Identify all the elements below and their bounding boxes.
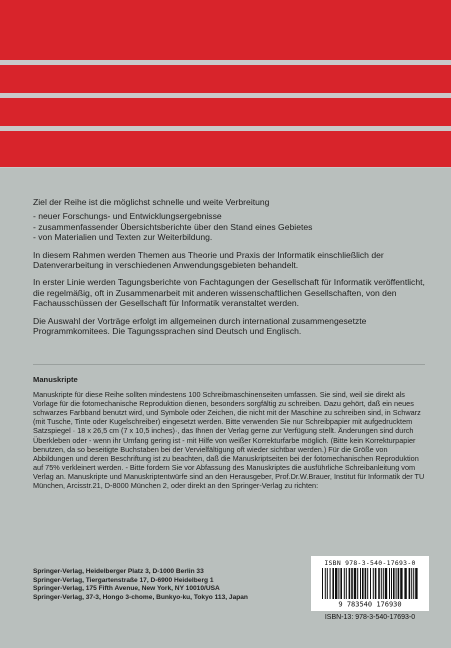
list-item: - zusammenfassender Übersichtsberichte über den Stand eines Gebietes [33,221,313,232]
goal-list [33,211,425,242]
paragraph-themes: In diesem Rahmen werden Themen aus Theorie und Praxis der Informatik einschließlich der Datenverarbeitung in verschiedenen Anwendungsgebieten behandelt. [33,249,384,271]
red-stripe [0,0,451,60]
series-description [33,197,425,343]
address-line: Springer-Verlag, Heidelberger Platz 3, D-1000 Berlin 33 [33,568,204,575]
isbn-top: ISBN 978-3-540-17693-0 [324,559,416,567]
red-stripe [0,98,451,126]
barcode-icon [318,568,422,608]
list-item: - von Materialien und Texten zur Weiterbildung. [33,232,213,243]
red-stripe [0,131,451,167]
list-item: - neuer Forschungs- und Entwicklungsergebnisse [33,211,222,222]
manuscripts-heading: Manuskripte [33,375,78,384]
paragraph-proceedings: In erster Linie werden Tagungsberichte von Fachtagungen der Gesellschaft für Informatik veröffentlicht, die regelmäßig, oft in Zusammenarbeit mit anderen wissenschaftlichen Gesellschaften, von den Fachausschüssen der Gesellschaft für Informatik veranstaltet werden. [33,277,425,309]
section-divider [33,364,425,365]
isbn13-text: ISBN-13: 978-3-540-17693-0 [324,614,416,621]
publisher-addresses [33,568,283,602]
manuscripts-body: Manuskripte für diese Reihe sollten mindestens 100 Schreibmaschinenseiten umfassen. Sie sind, weil sie direkt als Vorlage für die fotomechanische Reproduktion dienen, besonders sorgfältig zu schreiben. Dazu gehört, daß ein neues schwarzes Farbband benutzt wird, und Symbole oder Zeichen, die nicht mit der Maschine zu schreiben sind, in Schwarz (mit Tusche, Tinte oder Kugelschreiber) eingesetzt werden. Bitte verwenden Sie nur Schreibpapier mit aufgedrucktem Satzspiegel · 18 x 26,5 cm (7 x 10,5 inches)·, das Ihnen der Verlag gerne zur Verfügung stellt. Änderungen sind durch Überkleben oder - wenn ihr Umfang gering ist - mit Hilfe von weißer Korrekturfarbe möglich. (Bitte kein Korrekturpapier benutzen, da so beseitigte Buchstaben bei der Vervielfältigung oft wieder sichtbar werden.) Für die Größe von Abbildungen und deren Beschriftung ist zu beachten, daß die Manuskriptseiten bei der fotomechanischen Reproduktion auf 75% verkleinert werden. - Bitte fordern Sie vor Abfassung des Manuskriptes die ausführliche Schreibanleitung vom Verlag an. Manuskripte und Manuskriptentwürfe sind an den Herausgeber, Prof.Dr.W.Brauer, Institut für Informatik der TU München, Arcisstr.21, D-8000 München 2, oder direkt an den Springer-Verlag zu richten: [33,390,425,491]
paragraph-selection: Die Auswahl der Vorträge erfolgt im allgemeinen durch international zusammengesetzte Programmkomitees. Die Tagungssprachen sind Deutsch und Englisch. [33,315,367,337]
manuscripts-section [33,375,429,490]
red-stripe [0,65,451,93]
address-line: Springer-Verlag, 37-3, Hongo 3-chome, Bunkyo-ku, Tokyo 113, Japan [33,593,248,601]
intro-lead: Ziel der Reihe ist die möglichst schnelle und weite Verbreitung [33,197,270,207]
barcode-digits: 9 783540 176930 [338,600,402,608]
address-line: Springer-Verlag, Tiergartenstraße 17, D-6900 Heidelberg 1 [33,576,214,584]
cover-stripes [0,0,451,168]
address-line: Springer-Verlag, 175 Fifth Avenue, New York, NY 10010/USA [33,585,220,593]
barcode-label [311,556,429,611]
